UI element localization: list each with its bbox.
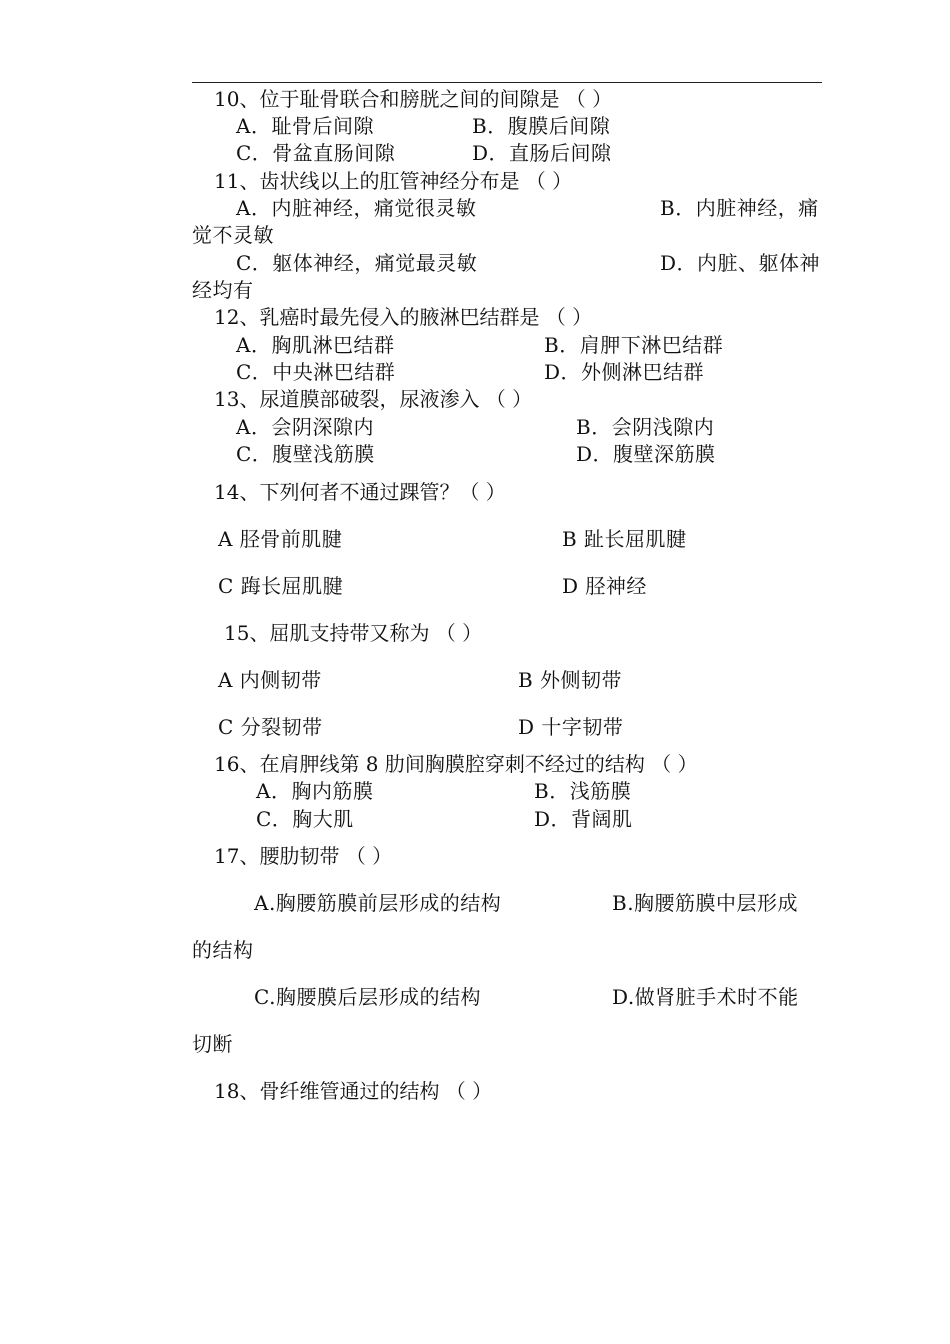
question-18-stem: 18、骨纤维管通过的结构 （ ） <box>214 1079 493 1103</box>
question-17-option-d: D.做肾脏手术时不能 <box>612 985 799 1009</box>
question-15-option-d: D 十字韧带 <box>518 715 624 739</box>
question-11-option-d: D．内脏、躯体神 <box>660 251 821 275</box>
question-11-option-a: A．内脏神经，痛觉很灵敏 <box>236 196 477 220</box>
question-14-option-a: A 胫骨前肌腱 <box>218 527 343 551</box>
question-17-option-d-cont: 切断 <box>192 1032 233 1056</box>
question-14-stem: 14、下列何者不通过踝管？（ ） <box>214 480 506 504</box>
question-16-option-a: A．胸内筋膜 <box>256 779 374 803</box>
question-11-option-b: B．内脏神经，痛 <box>660 196 819 220</box>
question-17-option-b-cont: 的结构 <box>192 938 254 962</box>
question-12-option-d: D．外侧淋巴结群 <box>544 360 705 384</box>
question-13-stem: 13、尿道膜部破裂，尿液渗入 （ ） <box>214 387 533 411</box>
question-13-option-a: A．会阴深隙内 <box>236 415 374 439</box>
question-10-option-d: D．直肠后间隙 <box>472 141 612 165</box>
question-16-option-c: C．胸大肌 <box>256 807 354 831</box>
question-10-option-b: B．腹膜后间隙 <box>472 114 611 138</box>
question-15-option-c: C 分裂韧带 <box>218 715 323 739</box>
question-13-option-b: B．会阴浅隙内 <box>576 415 715 439</box>
question-13-option-c: C．腹壁浅筋膜 <box>236 442 375 466</box>
question-17-stem: 17、腰肋韧带 （ ） <box>214 844 393 868</box>
question-15-stem: 15、屈肌支持带又称为 （ ） <box>224 621 483 645</box>
question-16-stem: 16、在肩胛线第 8 肋间胸膜腔穿刺不经过的结构 （ ） <box>214 752 698 776</box>
question-11-option-d-cont: 经均有 <box>192 278 254 302</box>
question-16-option-b: B．浅筋膜 <box>534 779 632 803</box>
question-15-option-a: A 内侧韧带 <box>218 668 322 692</box>
question-12-option-c: C．中央淋巴结群 <box>236 360 396 384</box>
question-10-stem: 10、位于耻骨联合和膀胱之间的间隙是 （ ） <box>214 87 613 111</box>
question-17-option-b: B.胸腰筋膜中层形成 <box>612 891 799 915</box>
question-15-option-b: B 外侧韧带 <box>518 668 623 692</box>
question-11-option-c: C．躯体神经，痛觉最灵敏 <box>236 251 478 275</box>
question-12-option-a: A．胸肌淋巴结群 <box>236 333 395 357</box>
question-14-option-b: B 趾长屈肌腱 <box>562 527 687 551</box>
top-rule <box>192 82 822 83</box>
question-11-option-b-cont: 觉不灵敏 <box>192 223 274 247</box>
question-16-option-d: D．背阔肌 <box>534 807 633 831</box>
question-14-option-d: D 胫神经 <box>562 574 647 598</box>
question-10-option-a: A．耻骨后间隙 <box>236 114 374 138</box>
question-12-option-b: B．肩胛下淋巴结群 <box>544 333 724 357</box>
question-11-stem: 11、齿状线以上的肛管神经分布是 （ ） <box>214 169 573 193</box>
question-12-stem: 12、乳癌时最先侵入的腋淋巴结群是 （ ） <box>214 305 593 329</box>
question-17-option-a: A.胸腰筋膜前层形成的结构 <box>254 891 502 915</box>
question-14-option-c: C 踇长屈肌腱 <box>218 574 344 598</box>
question-10-option-c: C．骨盆直肠间隙 <box>236 141 396 165</box>
question-13-option-d: D．腹壁深筋膜 <box>576 442 716 466</box>
question-17-option-c: C.胸腰膜后层形成的结构 <box>254 985 481 1009</box>
